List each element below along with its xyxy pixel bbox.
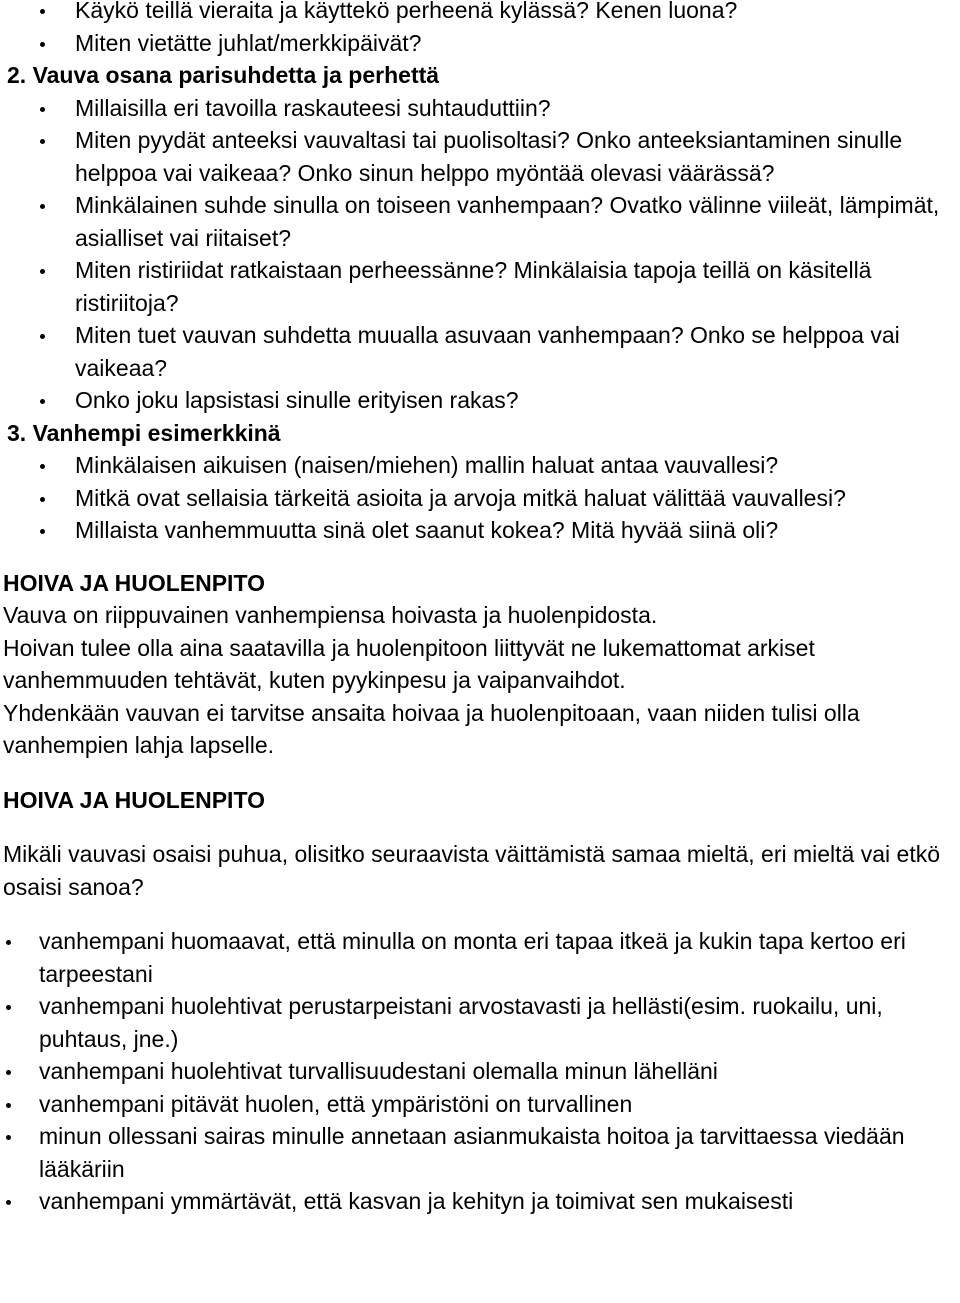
list-item: vanhempani huomaavat, että minulla on monta eri tapaa itkeä ja kukin tapa kertoo eri tarpeestani [0,925,960,990]
section2-heading: 2. Vauva osana parisuhdetta ja perhettä [7,62,440,88]
list-item: Minkälaisen aikuisen (naisen/miehen) mallin haluat antaa vauvallesi? [0,449,960,482]
list-item: Millaista vanhemmuutta sinä olet saanut kokea? Mitä hyvää siinä oli? [0,514,960,547]
list-item: vanhempani pitävät huolen, että ympäristöni on turvallinen [0,1088,960,1121]
hoiva-intro: Mikäli vauvasi osaisi puhua, olisitko seuraavista väittämistä samaa mieltä, eri mieltä vai etkö osaisi sanoa? [3,841,941,900]
section2-list [0,92,960,417]
section1-list [0,0,960,59]
list-item: Onko joku lapsistasi sinulle erityisen rakas? [0,384,960,417]
list-item: vanhempani ymmärtävät, että kasvan ja kehityn ja toimivat sen mukaisesti [0,1185,960,1218]
list-item: Millaisilla eri tavoilla raskauteesi suhtauduttiin? [0,92,960,125]
hoiva-statements-list [0,925,960,1218]
hoiva-paragraph: Vauva on riippuvainen vanhempiensa hoivasta ja huolenpidosta. [3,602,658,628]
list-item: Miten pyydät anteeksi vauvaltasi tai puolisoltasi? Onko anteeksiantaminen sinulle helppoa vai vaikeaa? Onko sinun helppo myöntää olevasi väärässä? [0,124,960,189]
section3-list [0,449,960,547]
list-item: Minkälainen suhde sinulla on toiseen vanhempaan? Ovatko välinne viileät, lämpimät, asialliset vai riitaiset? [0,189,960,254]
hoiva-paragraph: Hoivan tulee olla aina saatavilla ja huolenpitoon liittyvät ne lukemattomat arkiset vanhemmuuden tehtävät, kuten pyykinpesu ja vaipanvaihdot. [3,634,815,693]
section3-heading: 3. Vanhempi esimerkkinä [7,419,281,446]
list-item: Käykö teillä vieraita ja käyttekö perheenä kylässä? Kenen luona? [0,0,960,27]
list-item: vanhempani huolehtivat turvallisuudestani olemalla minun lähelläni [0,1055,960,1088]
list-item: Miten ristiriidat ratkaistaan perheessänne? Minkälaisia tapoja teillä on käsitellä ristiriitoja? [0,254,960,319]
hoiva-heading-1: HOIVA JA HUOLENPITO [3,569,265,596]
hoiva-paragraph: Yhdenkään vauvan ei tarvitse ansaita hoivaa ja huolenpitoaan, vaan niiden tulisi olla vanhempien lahja lapselle. [3,699,860,758]
list-item: Mitkä ovat sellaisia tärkeitä asioita ja arvoja mitkä haluat välittää vauvallesi? [0,482,960,515]
hoiva-heading-2: HOIVA JA HUOLENPITO [3,786,265,813]
list-item: vanhempani huolehtivat perustarpeistani arvostavasti ja hellästi(esim. ruokailu, uni, puhtaus, jne.) [0,990,960,1055]
list-item: Miten tuet vauvan suhdetta muualla asuvaan vanhempaan? Onko se helppoa vai vaikeaa? [0,319,960,384]
list-item: minun ollessani sairas minulle annetaan asianmukaista hoitoa ja tarvittaessa viedään lääkäriin [0,1120,960,1185]
list-item: Miten vietätte juhlat/merkkipäivät? [0,27,960,60]
